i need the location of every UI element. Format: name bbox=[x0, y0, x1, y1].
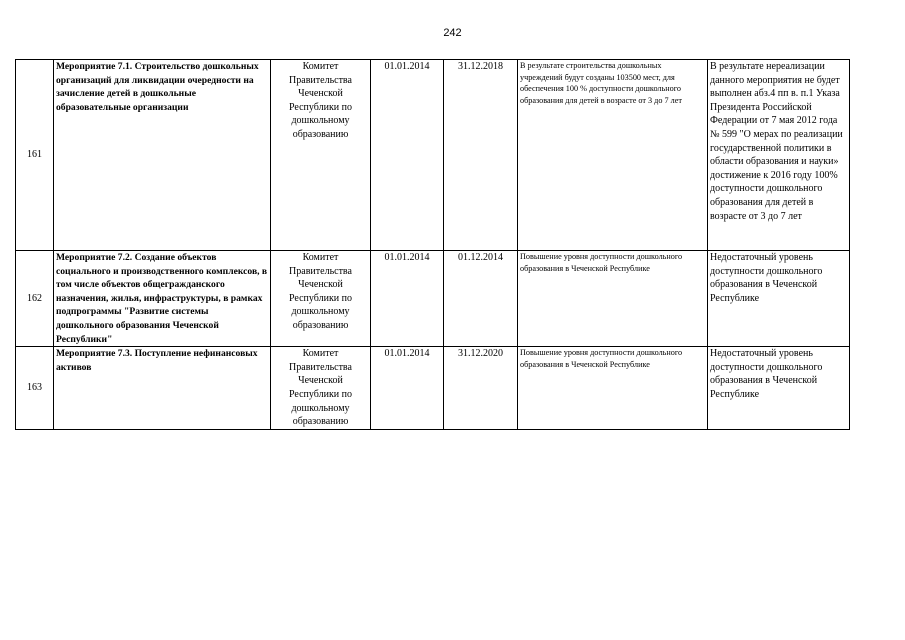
responsible-executor: Комитет Правительства Чеченской Республики по дошкольному образованию bbox=[271, 251, 371, 347]
start-date: 01.01.2014 bbox=[371, 347, 444, 430]
table-row bbox=[16, 347, 850, 430]
end-date: 31.12.2018 bbox=[444, 60, 518, 251]
row-number: 163 bbox=[16, 347, 54, 430]
measure-title: Мероприятие 7.2. Создание объектов социального и производственного комплексов, в том числе объектов общегражданского назначения, жилья, инфраструктуры, в рамках подпрограммы "Развитие системы дошкольного образования Чеченской Республики" bbox=[54, 251, 271, 347]
table-row bbox=[16, 251, 850, 347]
responsible-executor: Комитет Правительства Чеченской Республики по дошкольному образованию bbox=[271, 60, 371, 251]
measure-title: Мероприятие 7.1. Строительство дошкольных организаций для ликвидации очередности на зачисление детей в дошкольные образовательные организации bbox=[54, 60, 271, 251]
expected-result: Повышение уровня доступности дошкольного образования в Чеченской Республике bbox=[518, 251, 708, 347]
measures-table bbox=[15, 59, 850, 430]
measure-title: Мероприятие 7.3. Поступление нефинансовых активов bbox=[54, 347, 271, 430]
end-date: 01.12.2014 bbox=[444, 251, 518, 347]
expected-result: В результате строительства дошкольных учреждений будут созданы 103500 мест, для обеспечения 100 % доступности дошкольного образования для детей в возрасте от 3 до 7 лет bbox=[518, 60, 708, 251]
end-date: 31.12.2020 bbox=[444, 347, 518, 430]
consequences: Недостаточный уровень доступности дошкольного образования в Чеченской Республике bbox=[708, 347, 850, 430]
start-date: 01.01.2014 bbox=[371, 251, 444, 347]
page-number: 242 bbox=[443, 27, 462, 39]
start-date: 01.01.2014 bbox=[371, 60, 444, 251]
row-number: 161 bbox=[16, 60, 54, 251]
table-row bbox=[16, 60, 850, 251]
responsible-executor: Комитет Правительства Чеченской Республики по дошкольному образованию bbox=[271, 347, 371, 430]
row-number: 162 bbox=[16, 251, 54, 347]
consequences: Недостаточный уровень доступности дошкольного образования в Чеченской Республике bbox=[708, 251, 850, 347]
consequences: В результате нереализации данного мероприятия не будет выполнен абз.4 пп в. п.1 Указа Президента Российской Федерации от 7 мая 2012 года № 599 "О мерах по реализации государственной политики в области образования и науки» достижение к 2016 году 100% доступности дошкольного образования для детей в возрасте от 3 до 7 лет bbox=[708, 60, 850, 251]
expected-result: Повышение уровня доступности дошкольного образования в Чеченской Республике bbox=[518, 347, 708, 430]
